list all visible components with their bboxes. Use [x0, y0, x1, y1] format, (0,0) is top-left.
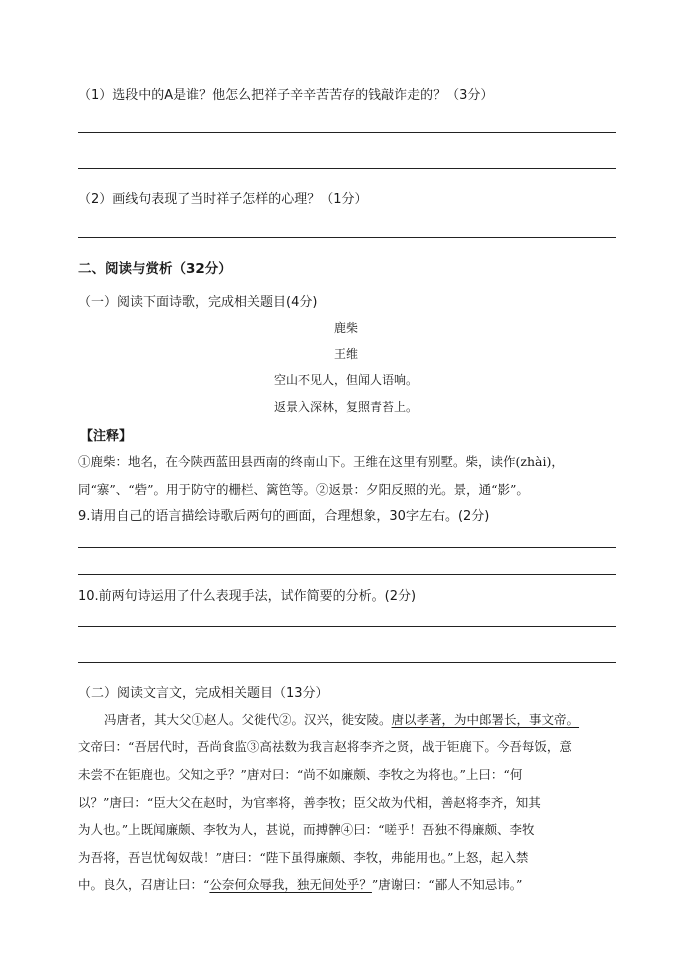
question-9: 9.请用自己的语言描绘诗歌后两句的画面，合理想象，30字左右。(2分)	[78, 509, 490, 524]
answer-line	[78, 168, 616, 169]
note-line: ①鹿柴：地名，在今陕西蓝田县西南的终南山下。王维在这里有别墅。柴，读作(zhài)，	[78, 454, 564, 469]
passage-text: 中。良久，召唐让曰：“	[78, 877, 210, 892]
section-heading: 二、阅读与赏析（32分）	[78, 261, 232, 277]
passage-line	[78, 875, 522, 893]
passage-line: 以？”唐曰：“臣大父在赵时，为官率将，善李牧；臣父故为代相，善赵将李齐，知其	[78, 795, 541, 810]
answer-line	[78, 132, 616, 133]
passage-line: 文帝曰：“吾居代时，吾尚食监③高祛数为我言赵将李齐之贤，战于钜鹿下。今吾每饭，意	[78, 739, 572, 754]
part-2-heading: （二）阅读文言文，完成相关题目（13分）	[78, 686, 329, 701]
poem-title: 鹿柴	[333, 321, 358, 335]
note-line: 同“寨”、“砦”。用于防守的栅栏、篱笆等。②返景：夕阳反照的光。景，通“影”。	[78, 482, 529, 497]
poem-author: 王维	[333, 347, 358, 361]
poem-line: 空山不见人，但闻人语响。	[273, 373, 418, 387]
part-1-heading: （一）阅读下面诗歌，完成相关题目(4分)	[78, 295, 318, 310]
passage-text: 冯唐者，其大父①赵人。父徙代②。汉兴，徙安陵。	[104, 712, 392, 727]
answer-line	[78, 662, 616, 663]
underlined-sentence: 唐以孝著，为中郎署长，事文帝。	[391, 712, 580, 727]
question-2: （2）画线句表现了当时祥子怎样的心理？（1分）	[78, 192, 368, 207]
passage-line	[104, 710, 579, 728]
answer-line	[78, 237, 616, 238]
passage-line: 为人也。”上既闻廉颇、李牧为人，甚说，而搏髀④曰：“嗟乎！吾独不得廉颇、李牧	[78, 822, 535, 837]
answer-line	[78, 626, 616, 627]
note-header: 【注释】	[80, 429, 133, 444]
poem-line: 返景入深林，复照青苔上。	[273, 400, 418, 414]
question-1: （1）选段中的A是谁？他怎么把祥子辛辛苦苦存的钱敲诈走的？（3分）	[78, 88, 494, 103]
answer-line	[78, 574, 616, 575]
question-10: 10.前两句诗运用了什么表现手法，试作简要的分析。(2分)	[78, 589, 417, 604]
passage-text: ”唐谢曰：“鄙人不知忌讳。”	[371, 877, 523, 892]
answer-line	[78, 547, 616, 548]
passage-line: 为吾将，吾岂忧匈奴哉！”唐曰：“陛下虽得廉颇、李牧，弗能用也。”上怒，起入禁	[78, 850, 529, 865]
passage-line: 未尝不在钜鹿也。父知之乎？”唐对曰：“尚不如廉颇、李牧之为将也。”上曰：“何	[78, 767, 523, 782]
underlined-sentence: 公奈何众辱我，独无间处乎？	[209, 877, 372, 892]
